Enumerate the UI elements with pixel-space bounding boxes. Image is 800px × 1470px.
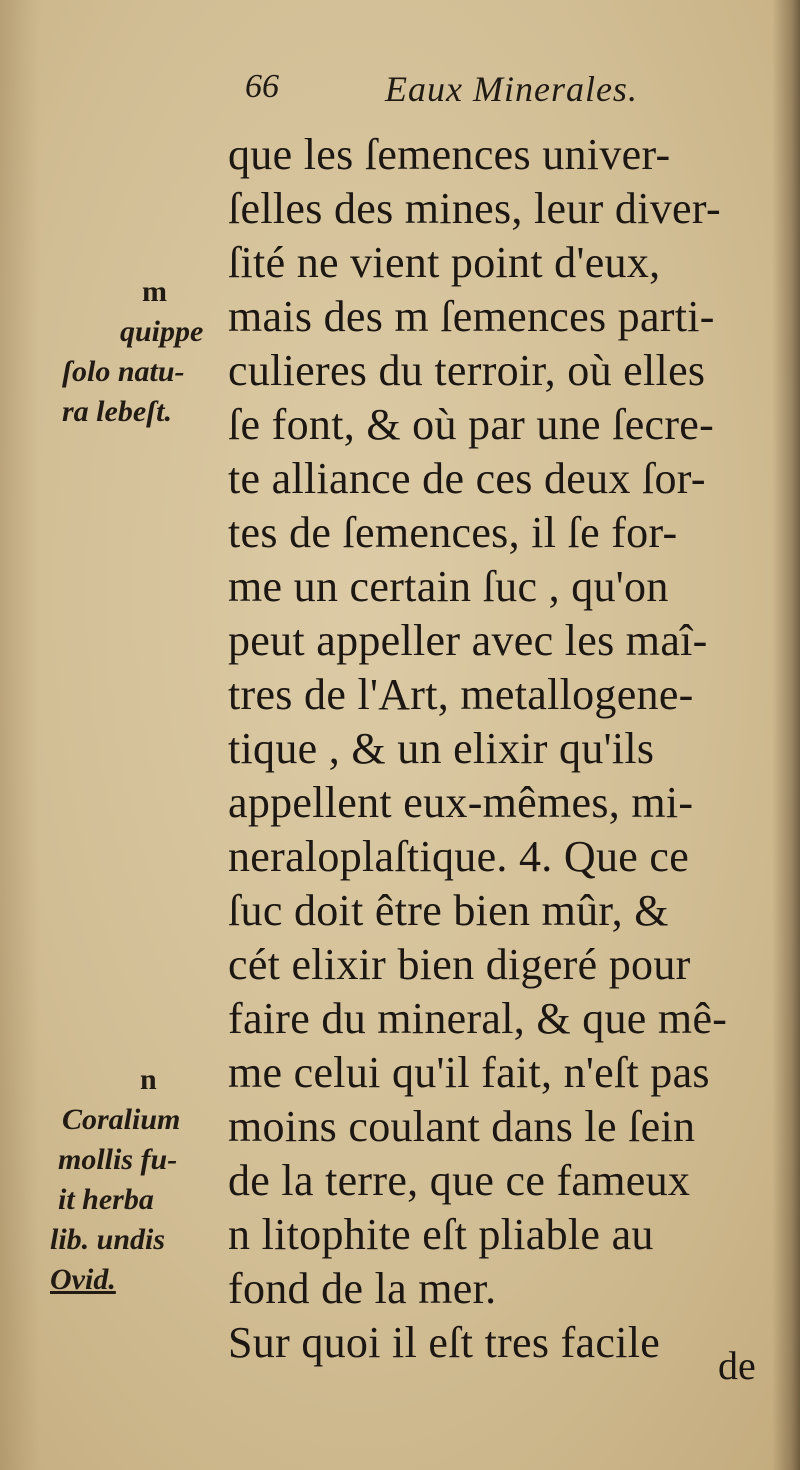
note-line: Coralium xyxy=(62,1103,181,1136)
text-line: mais des m ſemences parti- xyxy=(228,292,715,341)
text-line: tres de l'Art, metallogene- xyxy=(228,670,694,719)
text-line: fond de la mer. xyxy=(228,1264,497,1313)
text-line: cét elixir bien digeré pour xyxy=(228,940,691,989)
text-line: tes de ſemences, il ſe for- xyxy=(228,508,678,557)
note-line: ſolo natu- xyxy=(62,355,185,388)
note-line: it herba xyxy=(58,1183,154,1216)
text-line: te alliance de ces deux ſor- xyxy=(228,454,706,503)
text-line: n litophite eſt pliable au xyxy=(228,1210,654,1259)
text-line: de la terre, que ce fameux xyxy=(228,1156,691,1205)
text-line: que les ſemences univer- xyxy=(228,130,671,179)
note-line: mollis fu- xyxy=(58,1143,178,1176)
text-line: ſité ne vient point d'eux, xyxy=(228,238,661,287)
running-head: Eaux Minerales. xyxy=(385,69,638,109)
note-marker: n xyxy=(140,1063,157,1096)
text-line: neraloplaſtique. 4. Que ce xyxy=(228,832,690,881)
text-line: moins coulant dans le ſein xyxy=(228,1102,696,1151)
note-line: quippe xyxy=(120,315,204,348)
note-line: lib. undis xyxy=(50,1223,166,1256)
text-line: tique , & un elixir qu'ils xyxy=(228,724,655,773)
note-line: Ovid. xyxy=(50,1263,116,1296)
text-line: me celui qu'il fait, n'eſt pas xyxy=(228,1048,710,1097)
text-line: culieres du terroir, où elles xyxy=(228,346,706,395)
text-line: ſuc doit être bien mûr, & xyxy=(228,886,669,935)
page-number: 66 xyxy=(245,68,279,105)
text-line: Sur quoi il eſt tres facile xyxy=(228,1318,661,1367)
margin-note-n xyxy=(48,1060,228,1300)
margin-note-m xyxy=(52,272,232,432)
note-line: ra lebeſt. xyxy=(62,395,172,428)
text-line: appellent eux-mêmes, mi- xyxy=(228,778,694,827)
page-header xyxy=(245,68,725,118)
text-line: ſelles des mines, leur diver- xyxy=(228,184,721,233)
text-line: me un certain ſuc , qu'on xyxy=(228,562,669,611)
page-edge-shade xyxy=(0,0,40,1470)
text-line: ſe font, & où par une ſecre- xyxy=(228,400,715,449)
text-line: peut appeller avec les maî- xyxy=(228,616,708,665)
text-line: faire du mineral, & que mê- xyxy=(228,994,728,1043)
body-text xyxy=(228,128,788,1370)
note-marker: m xyxy=(142,275,167,308)
catchword: de xyxy=(718,1343,756,1388)
